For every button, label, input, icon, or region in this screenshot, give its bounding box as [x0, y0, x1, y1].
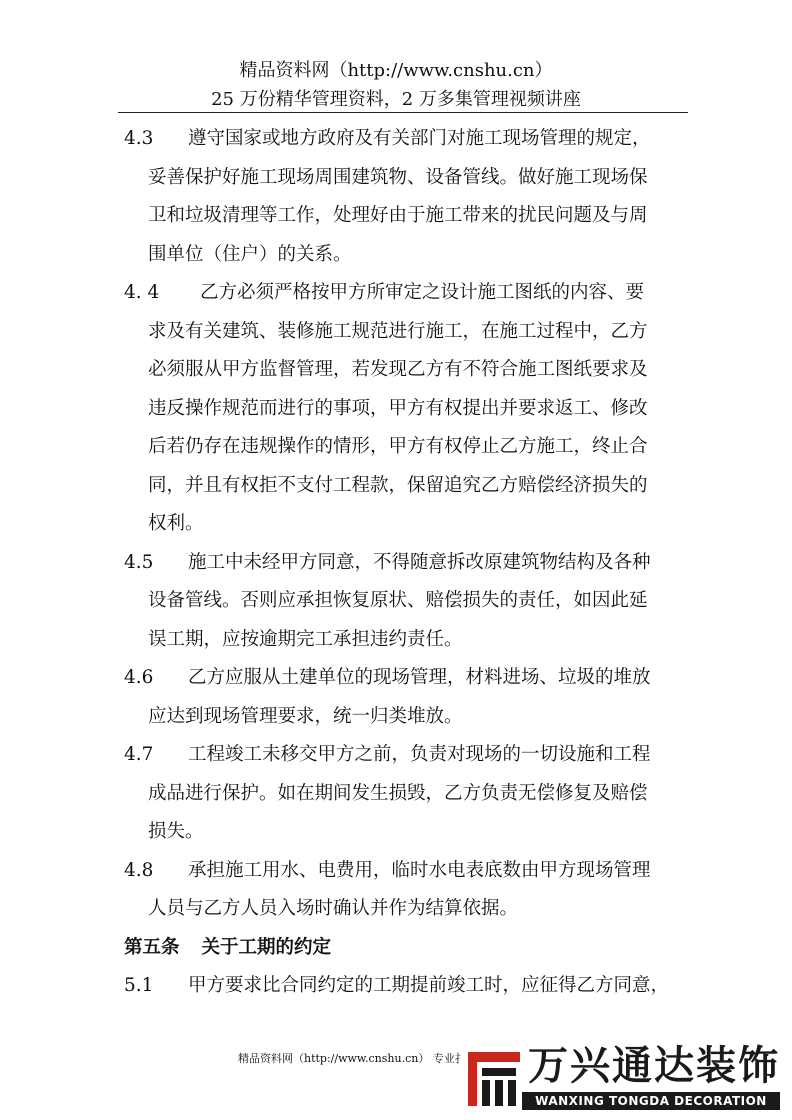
header-slogan-line: 25 万份精华管理资料，2 万多集管理视频讲座 — [211, 89, 581, 110]
clause-text: 应达到现场管理要求，统一归类堆放。 — [148, 705, 463, 727]
clause-text: 成品进行保护。如在期间发生损毁，乙方负责无偿修复及赔偿 — [148, 782, 648, 804]
section-heading — [124, 929, 331, 967]
clause-text: 误工期，应按逾期完工承担违约责任。 — [148, 628, 463, 650]
clause-text: 同，并且有权拒不支付工程款，保留追究乙方赔偿经济损失的 — [148, 474, 648, 496]
clause-text: 后若仍存在违规操作的情形，甲方有权停止乙方施工，终止合 — [148, 436, 648, 457]
logo-chinese-name: 万兴通达装饰 — [528, 1043, 780, 1089]
clause-text: 求及有关建筑、装修施工规范进行施工，在施工过程中，乙方 — [148, 320, 648, 342]
clause-text: 围单位（住户）的关系。 — [148, 243, 352, 265]
clause-text: 施工中未经甲方同意，不得随意拆改原建筑物结构及各种 — [188, 551, 651, 573]
clause-text: 卫和垃圾清理等工作，处理好由于施工带来的扰民问题及与周 — [148, 205, 648, 226]
clause-text: 工程竣工未移交甲方之前，负责对现场的一切设施和工程 — [188, 744, 651, 765]
section-title: 关于工期的约定 — [201, 936, 332, 958]
page-footer: 精品资料网（http://www.cnshu.cn） 专业扌 — [238, 1052, 466, 1065]
clause-text: 违反操作规范而进行的事项，甲方有权提出并要求返工、修改 — [148, 397, 648, 419]
logo-english-name: WANXING TONGDA DECORATION — [522, 1092, 780, 1110]
company-logo — [462, 1042, 780, 1112]
clause-text: 妥善保护好施工现场周围建筑物、设备管线。做好施工现场保 — [148, 166, 648, 188]
clause-number: 4. 4 — [124, 282, 160, 303]
clause-text: 甲方要求比合同约定的工期提前竣工时，应征得乙方同意， — [188, 975, 670, 996]
clause-number: 5.1 — [124, 975, 154, 996]
clause-text: 乙方必须严格按甲方所审定之设计施工图纸的内容、要 — [200, 282, 645, 303]
clause-number: 4.8 — [124, 859, 154, 881]
logo-mark-icon — [466, 1046, 522, 1108]
clause-text: 必须服从甲方监督管理，若发现乙方有不符合施工图纸要求及 — [148, 359, 648, 380]
clause-text: 乙方应服从土建单位的现场管理，材料进场、垃圾的堆放 — [188, 667, 651, 688]
clause-number: 4.5 — [124, 551, 154, 573]
section-number: 第五条 — [124, 936, 180, 958]
clause-text: 权利。 — [148, 513, 204, 534]
clause-text: 设备管线。否则应承担恢复原状、赔偿损失的责任，如因此延 — [148, 590, 648, 611]
clause-number: 4.7 — [124, 744, 154, 765]
clause-text: 承担施工用水、电费用，临时水电表底数由甲方现场管理 — [188, 859, 651, 881]
header-site-line: 精品资料网（http://www.cnshu.cn） — [239, 60, 553, 81]
clause-number: 4.3 — [124, 128, 154, 149]
clause-text: 遵守国家或地方政府及有关部门对施工现场管理的规定， — [188, 128, 651, 149]
clause-text: 人员与乙方人员入场时确认并作为结算依据。 — [148, 898, 519, 919]
clause-text: 损失。 — [148, 821, 204, 842]
clause-number: 4.6 — [124, 667, 154, 688]
